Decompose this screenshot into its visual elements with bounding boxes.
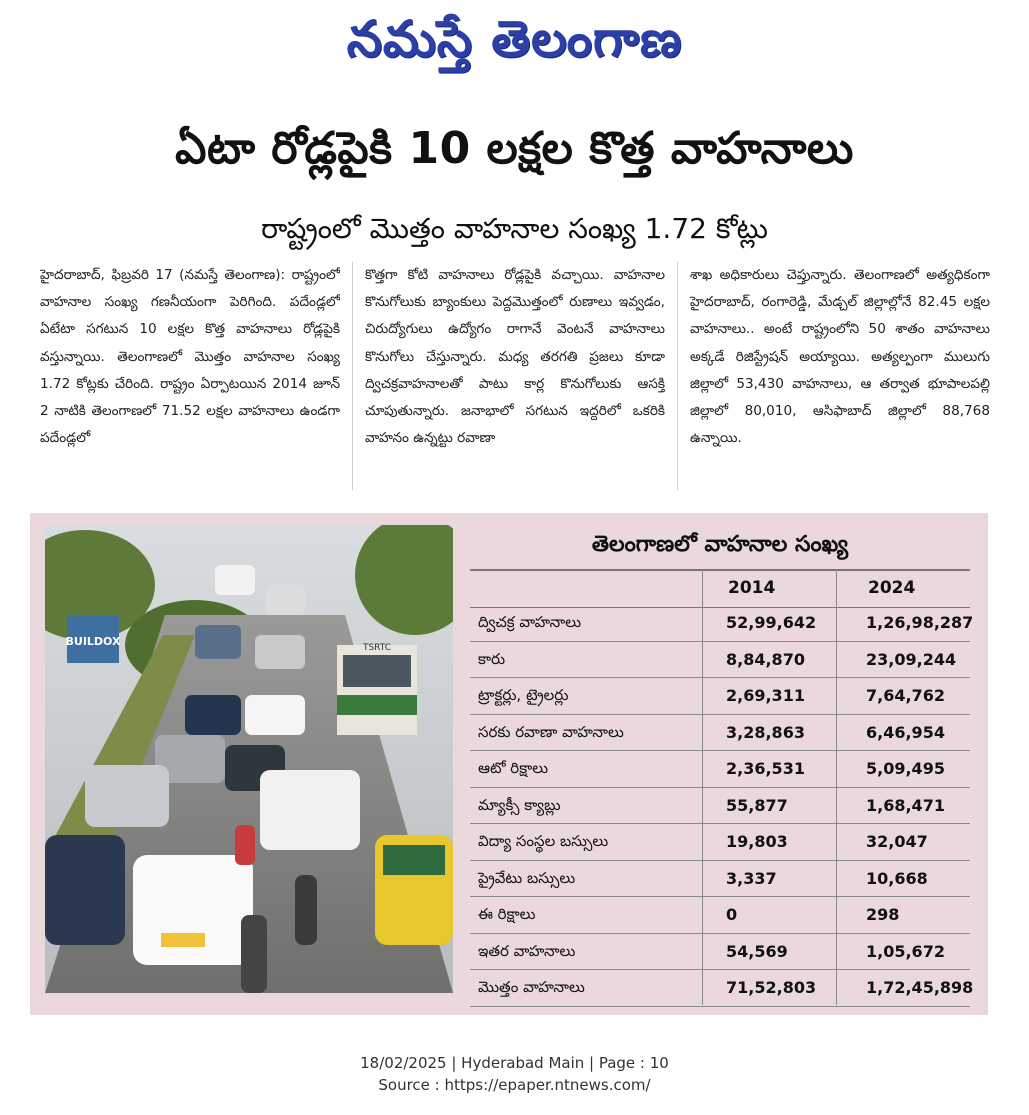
table-row (470, 970, 974, 1007)
value-2014: 3,337 (726, 868, 777, 888)
value-2014: 8,84,870 (726, 649, 805, 669)
photo-sign-text: BUILDOX (65, 635, 121, 648)
row-label: మొత్తం వాహనాలు (478, 978, 585, 996)
value-2014: 0 (726, 905, 738, 924)
traffic-photo-illustration (45, 525, 453, 993)
masthead-logo: నమస్తే తెలంగాణ (346, 10, 683, 68)
column-header-2014: 2014 (728, 578, 776, 598)
value-2014: 52,99,642 (726, 613, 817, 632)
row-label: కారు (478, 649, 506, 668)
row-label: ట్రాక్టర్లు, ట్రైలర్లు (478, 686, 569, 704)
value-2014: 71,52,803 (726, 978, 817, 997)
value-2024: 1,72,45,898 (866, 978, 974, 997)
table-row (470, 642, 970, 679)
subheadline: రాష్ట్రంలో మొత్తం వాహనాల సంఖ్య 1.72 కోట్లు (261, 212, 768, 245)
article-body (40, 262, 990, 492)
row-label: ఆటో రిక్షాలు (478, 759, 549, 777)
row-label: ఈ రిక్షాలు (478, 905, 536, 923)
footer-edition-info: 18/02/2025 | Hyderabad Main | Page : 10 (360, 1054, 669, 1072)
page-footer (0, 1052, 1029, 1096)
value-2024: 23,09,244 (866, 649, 957, 669)
table-row (470, 934, 970, 971)
value-2014: 2,36,531 (726, 759, 805, 778)
table-row (470, 824, 970, 861)
value-2024: 32,047 (866, 832, 928, 851)
value-2014: 54,569 (726, 941, 788, 961)
column-header-2024: 2024 (868, 578, 916, 598)
value-2014: 3,28,863 (726, 722, 805, 742)
value-2024: 1,05,672 (866, 941, 945, 961)
value-2024: 1,68,471 (866, 795, 945, 815)
row-label: విద్యా సంస్థల బస్సులు (478, 832, 609, 850)
headline: ఏటా రోడ్లపైకి 10 లక్షల కొత్త వాహనాలు (175, 123, 854, 174)
table-header (470, 569, 970, 608)
value-2024: 6,46,954 (866, 722, 945, 742)
value-2024: 7,64,762 (866, 686, 945, 705)
value-2014: 2,69,311 (726, 686, 805, 705)
table-row (470, 861, 970, 898)
table-row (470, 897, 970, 934)
row-label: సరకు రవాణా వాహనాలు (478, 722, 624, 741)
row-label: ఇతర వాహనాలు (478, 941, 576, 960)
article-column-2: కొత్తగా కోటి వాహనాలు రోడ్లపైకి వచ్చాయి. వాహనాల కొనుగోలుకు బ్యాంకులు పెద్దమొత్తంలో రుణాలు ఇవ్వడం, చిరుద్యోగులు ఉద్యోగం రాగానే వెంటనే వాహనాలు కొనుగోలు చేస్తున్నారు. మధ్య తరగతి ప్రజలు కూడా ద్విచక్రవాహనాలతో పాటు కార్ల కొనుగోలుకు ఆసక్తి చూపుతున్నారు. జనాభాలో సగటున ఇద్దరిలో ఒకరికి వాహనం ఉన్నట్టు రవాణా (352, 262, 665, 490)
row-label: ద్విచక్ర వాహనాలు (478, 613, 582, 631)
vehicle-stats-table (470, 525, 974, 1003)
table-row (470, 788, 970, 825)
article-column-3: శాఖ అధికారులు చెప్తున్నారు. తెలంగాణలో అత్యధికంగా హైదరాబాద్, రంగారెడ్డి, మేడ్చల్ జిల్లాల్లోనే 82.45 లక్షల వాహనాలు.. అంటే రాష్ట్రంలోని 50 శాతం వాహనాలు అక్కడే రిజిస్ట్రేషన్ అయ్యాయి. అత్యల్పంగా ములుగు జిల్లాలో 53,430 వాహనాలు, ఆ తర్వాత భూపాలపల్లి జిల్లాలో 80,010, ఆసిఫాబాద్ జిల్లాలో 88,768 ఉన్నాయి. (677, 262, 990, 490)
value-2024: 10,668 (866, 868, 928, 888)
traffic-photo (45, 525, 453, 993)
row-label: ప్రైవేటు బస్సులు (478, 868, 576, 887)
value-2024: 298 (866, 905, 900, 924)
table-row (470, 678, 970, 715)
value-2014: 55,877 (726, 795, 788, 815)
photo-bus-text: TSRTC (362, 643, 392, 653)
table-row (470, 715, 970, 752)
article-column-1: హైదరాబాద్, ఫిబ్రవరి 17 (నమస్తే తెలంగాణ): రాష్ట్రంలో వాహనాల సంఖ్య గణనీయంగా పెరిగింది. పదేండ్లలో ఏటేటా సగటున 10 లక్షల కొత్త వాహనాలు రోడ్లపైకి వస్తున్నాయి. తెలంగాణలో మొత్తం వాహనాల సంఖ్య 1.72 కోట్లకు చేరింది. రాష్ట్రం ఏర్పాటయిన 2014 జూన్ 2 నాటికి తెలంగాణలో 71.52 లక్షల వాహనాలు ఉండగా పదేండ్లలో (40, 267, 340, 447)
table-row (470, 605, 974, 642)
table-row (470, 751, 970, 788)
table-title: తెలంగాణలో వాహనాల సంఖ్య (591, 532, 849, 557)
table-body (470, 605, 974, 1007)
footer-source: Source : https://epaper.ntnews.com/ (378, 1076, 651, 1094)
value-2024: 1,26,98,287 (866, 613, 974, 632)
value-2014: 19,803 (726, 832, 788, 851)
row-label: మ్యాక్సీ క్యాబ్లు (478, 795, 561, 814)
value-2024: 5,09,495 (866, 759, 945, 778)
infographic-box (30, 513, 988, 1015)
